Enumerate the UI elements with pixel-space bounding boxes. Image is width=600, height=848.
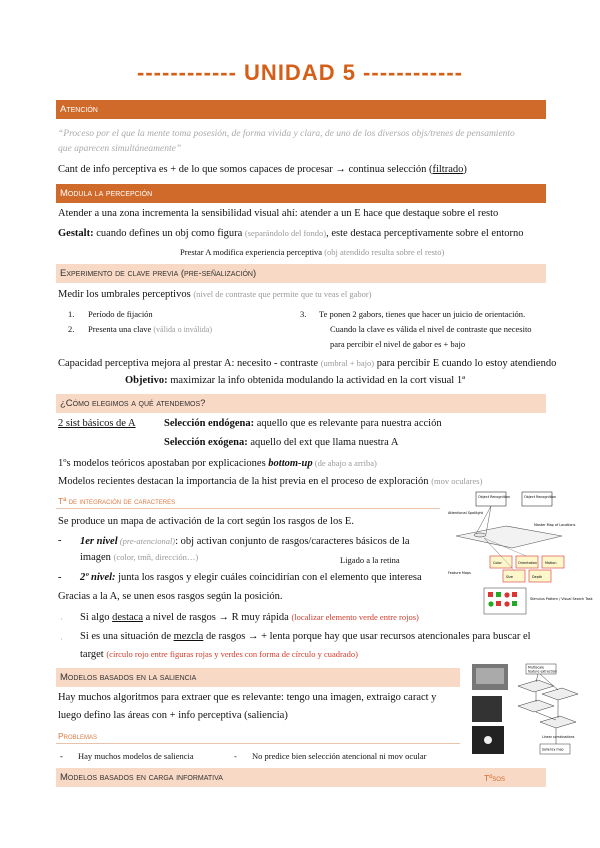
si-destaca-line (80, 610, 419, 625)
tsos-label: Tºsos (484, 773, 505, 783)
nivel-1-label: 1er nivel (80, 536, 118, 547)
gestalt-note: (separándolo del fondo) (244, 228, 327, 238)
primeros-modelos-line (58, 456, 377, 471)
nivel-2-label: 2º nivel: (80, 572, 116, 583)
nivel-1-cont (80, 550, 198, 565)
section-header-elegimos: ¿Cómo elegimos a qué atendemos? (56, 394, 546, 413)
capacidad-line (58, 356, 556, 371)
saliencia-line-2: luego defino las áreas con + info perceptiva (saliencia) (58, 710, 288, 721)
filtrado-text: filtrado (432, 164, 464, 175)
mezcla-text: mezcla (173, 631, 204, 642)
depth-label: Depth (532, 575, 543, 579)
problema-1: Hay muchos modelos de saliencia (78, 751, 194, 761)
prestar-line (180, 245, 444, 259)
obj-rec-label-1: Object Recognition (478, 495, 511, 499)
si-mezcla-cont (80, 647, 358, 662)
bullet-dash: - (60, 751, 63, 761)
ligado-retina: Ligado a la retina (340, 555, 400, 565)
item-2-note: (válida o inválida) (153, 325, 213, 334)
nivel-2-line (80, 571, 422, 585)
si2-note: (círculo rojo entre figuras rojas y verdes con forma de círculo y cuadrado) (106, 649, 358, 659)
si-mezcla-line (80, 630, 531, 644)
bottom-up-text: bottom-up (268, 458, 313, 469)
exogena-text: aquello del ext que llama nuestra A (247, 437, 399, 448)
item-2-number: 2. (68, 324, 75, 334)
si1-text: Si algo (80, 612, 113, 623)
si2-text: Si es una situación de (80, 631, 174, 642)
medir-line (58, 287, 372, 302)
color-label: Color (493, 561, 502, 565)
quote-line-1: “Proceso por el que la mente toma posesión, de forma vivida y clara, de uno de los diversos objs/trenes de pensamiento (58, 129, 515, 139)
gestalt-text-2: , este destaca perceptivamente sobre el entorno (326, 228, 524, 239)
saliencia-line-1: Hay muchos algoritmos para extraer que es relevante: tengo una imagen, extraigo caract y (58, 692, 437, 703)
multiscale-label: Multiscale (528, 665, 545, 670)
seleccion-endogena (164, 417, 442, 431)
gestalt-label: Gestalt: (58, 228, 94, 239)
cant-info-line (58, 163, 467, 177)
nivel-1-text: : obj activan conjunto de rasgos/caracteres básicos de la (175, 536, 410, 547)
nivel-1-line (80, 534, 410, 549)
exogena-label: Selección exógena: (164, 437, 248, 448)
bullet-dash: - (58, 572, 62, 583)
endogena-text: aquello que es relevante para nuestra acción (254, 418, 442, 429)
modelos-recientes-line (58, 474, 482, 489)
endogena-label: Selección endógena: (164, 418, 255, 429)
page-title: ------------ UNIDAD 5 ------------ (137, 60, 463, 85)
imagen-note: (color, tmñ, dirección…) (113, 552, 199, 562)
section-header-modula: Modula la percepción (56, 184, 546, 203)
si1-text-2: a nivel de rasgos → R muy rápida (143, 612, 292, 623)
mapa-line: Se produce un mapa de activación de la cort según los rasgos de los E. (58, 516, 354, 527)
orientation-label: Orientation (518, 561, 538, 565)
nivel-1-note: (pre-atencional) (117, 536, 176, 546)
saliency-model-diagram (470, 662, 580, 764)
item-2 (88, 322, 212, 337)
medir-note: (nivel de contraste que permite que tu veas el gabor) (193, 289, 372, 299)
item-1: Período de fijación (88, 309, 153, 319)
size-label: Size (506, 575, 513, 579)
item-3: Te ponen 2 gabors, tienes que hacer un juicio de orientación. (319, 309, 526, 319)
gracias-line: Gracias a la A, se unen esos rasgos según la posición. (58, 591, 283, 602)
master-map-label: Master Map of Locations (534, 523, 576, 527)
prestar-text: Prestar A modifica experiencia perceptiva (180, 247, 325, 257)
motion-label: Motion (545, 561, 557, 565)
feature-integration-diagram (446, 490, 593, 618)
target-text: target (80, 649, 107, 660)
objetivo-label: Objetivo: (125, 375, 168, 386)
item-1-number: 1. (68, 309, 75, 319)
obj-rec-label-2: Object Recognition (524, 495, 557, 499)
cant-end: ) (463, 164, 467, 175)
si2-text-2: de rasgos → + lenta porque hay que usar recursos atencionales para buscar el (203, 631, 531, 642)
imagen-text: imagen (80, 552, 114, 563)
bullet-dash: - (58, 535, 62, 546)
section-header-saliencia: Modelos basados en la saliencia (56, 668, 460, 687)
si1-note: (localizar elemento verde entre rojos) (291, 612, 419, 622)
problema-2: No predice bien selección atencional ni mov ocular (252, 751, 427, 761)
bullet-dot: · (60, 634, 63, 644)
item-2-text: Presenta una clave (88, 324, 154, 334)
capacidad-note: (umbral + bajo) (320, 358, 375, 368)
nivel-2-text: junta los rasgos y elegir cuáles coincidirían con el elemento que interesa (115, 572, 422, 583)
capacidad-text-2: para percibir E cuando lo estoy atendiendo (374, 358, 557, 369)
medir-text: Medir los umbrales perceptivos (58, 289, 194, 300)
stimulus-pattern-box (484, 588, 526, 614)
quote-line-2: que aparecen simultáneamente” (58, 144, 182, 154)
subsection-integracion: Tª de integración de caracteres (56, 494, 440, 509)
sist-basicos: 2 sist básicos de A (58, 418, 136, 429)
item-3-number: 3. (300, 309, 307, 319)
cant-text: Cant de info perceptiva es + de lo que somos capaces de procesar → continua selección ( (58, 164, 433, 175)
section-header-atencion: Atención (56, 100, 546, 119)
master-map-plane (456, 526, 562, 548)
modula-line-1: Atender a una zona incrementa la sensibilidad visual ahí: atender a un E hace que destaque sobre el resto (58, 208, 499, 219)
destaca-text: destaca (112, 612, 143, 623)
linear-combinations-label: Linear combinations (542, 735, 575, 739)
objetivo-text: maximizar la info obtenida modulando la actividad en la cort visual 1ª (167, 375, 465, 386)
capacidad-text: Capacidad perceptiva mejora al prestar A: necesito - contraste (58, 358, 321, 369)
feature-extraction-label: feature extraction (528, 669, 557, 674)
gestalt-line (58, 226, 524, 241)
feature-maps-label: Feature Maps (448, 571, 471, 575)
gestalt-text-1: cuando defines un obj como figura (93, 228, 245, 239)
primeros-note: (de abajo a arriba) (312, 458, 377, 468)
bullet-dot: · (60, 614, 63, 624)
primeros-text: 1ºs modelos teóricos apostaban por explicaciones (58, 458, 269, 469)
saliency-map-label: Saliency map (542, 747, 564, 752)
stimulus-label: Stimulus Pattern / Visual Search Task (530, 597, 593, 601)
item-3-cont-1: Cuando la clave es válida el nivel de contraste que necesito (330, 324, 532, 334)
section-header-carga: Modelos basados en carga informativa (56, 768, 546, 787)
attentional-spotlight-label: Attentional Spotlight (448, 511, 483, 515)
recientes-note: (mov oculares) (431, 476, 483, 486)
bullet-dash: - (234, 751, 237, 761)
feature-image-1 (472, 696, 502, 722)
seleccion-exogena (164, 436, 398, 450)
recientes-text: Modelos recientes destacan la importancia de la hist previa en el proceso de exploración (58, 476, 432, 487)
objetivo-line (125, 374, 465, 388)
item-3-cont-2: para percibir el nivel de gabor es + bajo (330, 339, 466, 349)
section-header-experimento: Experimento de clave previa (pre-señalización) (56, 264, 546, 283)
subsection-problemas: Problemas (56, 729, 460, 744)
prestar-note: (obj atendido resulta sobre el resto) (324, 247, 445, 257)
